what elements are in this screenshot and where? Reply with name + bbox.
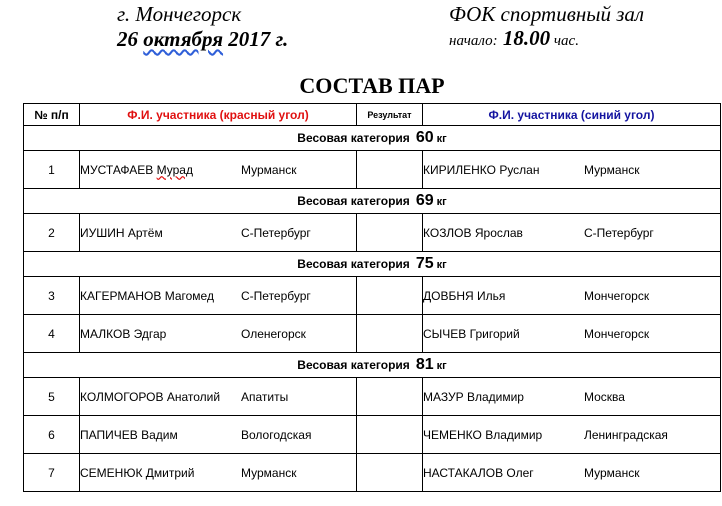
blue-fighter-city: Москва (584, 389, 625, 404)
blue-fighter-name: ЧЕМЕНКО Владимир (423, 427, 543, 442)
bout-number: 5 (24, 378, 80, 416)
red-fighter (80, 151, 357, 189)
category-row (24, 252, 721, 277)
red-fighter-city: Апатиты (241, 389, 289, 404)
blue-fighter (423, 151, 721, 189)
red-fighter (80, 315, 357, 353)
event-venue: ФОК спортивный зал (449, 2, 645, 26)
red-fighter-city: Вологодская (241, 427, 312, 442)
table-row (24, 378, 721, 416)
bout-number: 6 (24, 416, 80, 454)
result-cell[interactable] (357, 277, 423, 315)
blue-fighter (423, 454, 721, 492)
bout-number: 2 (24, 214, 80, 252)
date-day: 26 (117, 27, 144, 51)
category-row (24, 189, 721, 214)
category-cell (24, 353, 721, 378)
result-cell[interactable] (357, 416, 423, 454)
category-unit: кг (436, 259, 447, 271)
start-time: 18.00 (497, 26, 551, 50)
result-cell[interactable] (357, 378, 423, 416)
red-fighter-name: ПАПИЧЕВ Вадим (80, 427, 178, 442)
bout-number: 1 (24, 151, 80, 189)
red-fighter-name: СЕМЕНЮК Дмитрий (80, 465, 195, 480)
category-label: Весовая категория (297, 194, 410, 208)
blue-fighter-city: С-Петербург (584, 225, 654, 240)
red-fighter-name (80, 163, 241, 177)
start-label: начало (449, 33, 493, 49)
header-blue-corner: Ф.И. участника (синий угол) (423, 104, 721, 126)
blue-fighter-name: СЫЧЕВ Григорий (423, 326, 520, 341)
blue-fighter (423, 378, 721, 416)
red-fighter-city: С-Петербург (241, 225, 311, 240)
red-fighter (80, 378, 357, 416)
table-row (24, 416, 721, 454)
category-unit: кг (436, 360, 447, 372)
blue-fighter (423, 416, 721, 454)
red-fighter-city: Оленегорск (241, 326, 306, 341)
red-fighter (80, 277, 357, 315)
bout-number: 7 (24, 454, 80, 492)
category-label: Весовая категория (297, 358, 410, 372)
blue-fighter-name: МАЗУР Владимир (423, 389, 524, 404)
blue-fighter-name: КОЗЛОВ Ярослав (423, 225, 523, 240)
red-fighter (80, 214, 357, 252)
blue-fighter-name: КИРИЛЕНКО Руслан (423, 162, 540, 177)
page-title: СОСТАВ ПАР (299, 73, 445, 98)
red-fighter-surname: МУСТАФАЕВ (80, 162, 154, 177)
category-weight: 75 (415, 255, 434, 272)
event-city: г. Мончегорск (117, 2, 242, 26)
result-cell[interactable] (357, 214, 423, 252)
red-fighter-name: КАГЕРМАНОВ Магомед (80, 288, 214, 303)
result-cell[interactable] (357, 454, 423, 492)
category-label: Весовая категория (297, 131, 410, 145)
bout-number: 3 (24, 277, 80, 315)
table-row (24, 214, 721, 252)
blue-fighter-name: ДОВБНЯ Илья (423, 288, 506, 303)
category-cell (24, 126, 721, 151)
red-fighter-name: ИУШИН Артём (80, 225, 163, 240)
blue-fighter-city: Мурманск (584, 465, 640, 480)
red-fighter-city: С-Петербург (241, 288, 311, 303)
red-fighter-firstname: Мурад (156, 162, 193, 177)
category-unit: кг (436, 196, 447, 208)
date-month: октября (143, 27, 224, 51)
start-colon: : (492, 33, 498, 49)
result-cell[interactable] (357, 151, 423, 189)
blue-fighter-name: НАСТАКАЛОВ Олег (423, 465, 534, 480)
red-fighter (80, 454, 357, 492)
blue-fighter-city: Мончегорск (584, 326, 650, 341)
category-weight: 81 (415, 356, 434, 373)
category-cell (24, 252, 721, 277)
category-label: Весовая категория (297, 257, 410, 271)
category-unit: кг (436, 133, 447, 145)
bout-number: 4 (24, 315, 80, 353)
red-fighter-name: КОЛМОГОРОВ Анатолий (80, 389, 221, 404)
result-cell[interactable] (357, 315, 423, 353)
red-fighter-city: Мурманск (241, 162, 297, 177)
blue-fighter (423, 214, 721, 252)
blue-fighter (423, 277, 721, 315)
table-row (24, 151, 721, 189)
category-row (24, 126, 721, 151)
category-weight: 69 (415, 192, 434, 209)
red-fighter-name: МАЛКОВ Эдгар (80, 326, 167, 341)
blue-fighter-city: Мончегорск (584, 288, 650, 303)
pairs-table (23, 103, 721, 492)
blue-fighter-city: Мурманск (584, 162, 640, 177)
table-row (24, 315, 721, 353)
table-header-row (24, 104, 721, 126)
event-date (117, 27, 288, 51)
start-time-line (449, 26, 579, 53)
table-row (24, 277, 721, 315)
date-year: 2017 г. (223, 27, 289, 51)
table-row (24, 454, 721, 492)
category-row (24, 353, 721, 378)
category-cell (24, 189, 721, 214)
category-weight: 60 (415, 129, 434, 146)
blue-fighter-city: Ленинградская (584, 427, 668, 442)
header-red-corner: Ф.И. участника (красный угол) (80, 104, 357, 126)
blue-fighter (423, 315, 721, 353)
header-result: Результат (357, 104, 423, 126)
red-fighter-city: Мурманск (241, 465, 297, 480)
start-unit: час. (550, 33, 579, 49)
header-num: № п/п (24, 104, 80, 126)
red-fighter (80, 416, 357, 454)
